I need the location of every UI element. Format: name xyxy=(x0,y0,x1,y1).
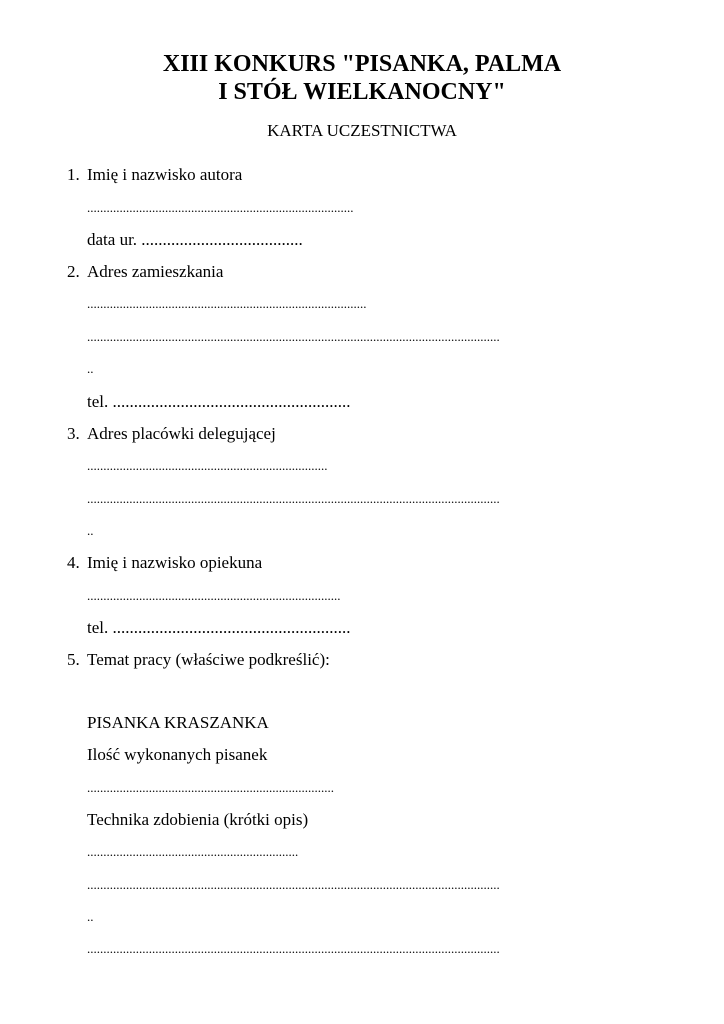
technique-field-line-1[interactable]: ................................................................. xyxy=(87,844,299,859)
guardian-phone-field[interactable]: tel. ........................................................ xyxy=(87,618,351,637)
technique-field-line-2[interactable]: ............................................................................................................................... xyxy=(87,877,500,892)
form-subtitle: KARTA UCZESTNICTWA xyxy=(267,121,457,140)
form-title-line-1: XIII KONKURS "PISANKA, PALMA xyxy=(162,51,562,77)
author-name-label: Imię i nazwisko autora xyxy=(87,165,243,184)
institution-address-field-line-2[interactable]: ............................................................................................................................... xyxy=(87,491,500,506)
work-theme-label: Temat pracy (właściwe podkreślić): xyxy=(87,650,330,669)
technique-field-line-2-cont: .. xyxy=(87,909,94,924)
address-field-line-2[interactable]: ............................................................................................................................... xyxy=(87,329,500,344)
technique-field-line-3[interactable]: ............................................................................................................................... xyxy=(87,941,500,956)
institution-address-field-line-1[interactable]: .......................................................................... xyxy=(87,458,328,473)
birth-date-field[interactable]: data ur. ...................................... xyxy=(87,230,303,249)
item-2-number: 2. xyxy=(67,262,80,281)
egg-count-label: Ilość wykonanych pisanek xyxy=(87,745,268,764)
item-4-number: 4. xyxy=(67,553,80,572)
author-name-field[interactable]: .................................................................................. xyxy=(87,200,354,215)
egg-count-field[interactable]: ............................................................................ xyxy=(87,780,334,795)
address-field-line-2-cont: .. xyxy=(87,361,94,376)
item-3-number: 3. xyxy=(67,424,80,443)
address-label: Adres zamieszkania xyxy=(87,262,224,281)
item-1-number: 1. xyxy=(67,165,80,184)
author-phone-field[interactable]: tel. ........................................................ xyxy=(87,392,351,411)
guardian-name-label: Imię i nazwisko opiekuna xyxy=(87,553,263,572)
guardian-name-field[interactable]: .............................................................................. xyxy=(87,588,341,603)
institution-address-label: Adres placówki delegującej xyxy=(87,424,276,443)
institution-address-field-line-2-cont: .. xyxy=(87,523,94,538)
item-5-number: 5. xyxy=(67,650,80,669)
category-pisanka-kraszanka[interactable]: PISANKA KRASZANKA xyxy=(87,713,269,732)
form-title-line-2: I STÓŁ WIELKANOCNY" xyxy=(218,79,506,105)
address-field-line-1[interactable]: ...................................................................................... xyxy=(87,296,367,311)
technique-label: Technika zdobienia (krótki opis) xyxy=(87,810,309,829)
